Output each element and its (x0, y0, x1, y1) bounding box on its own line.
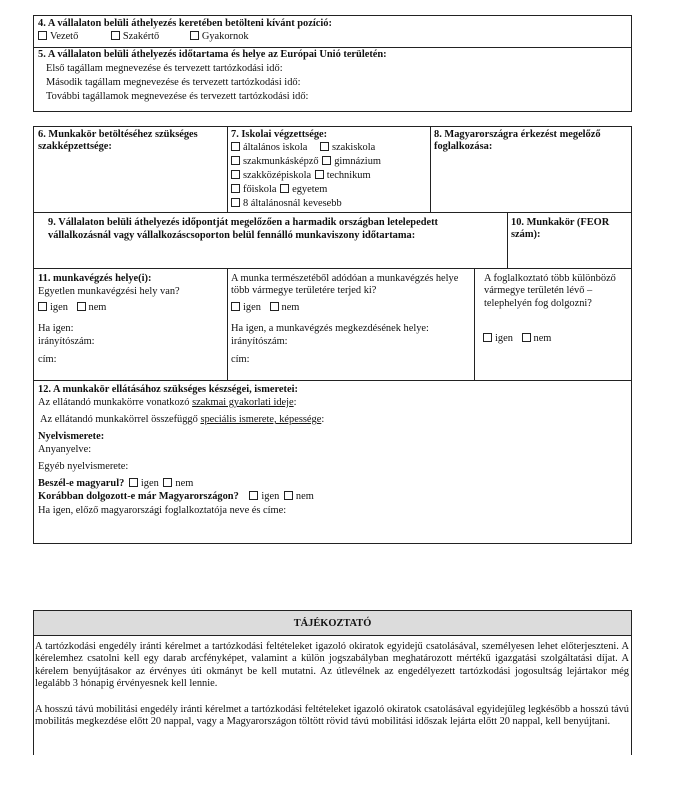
section-6-7-8-box (33, 126, 632, 213)
section-4-5-box (33, 15, 632, 112)
checkbox-technikum[interactable] (315, 170, 324, 179)
s12-native-lang[interactable]: Anyanyelve: (38, 444, 92, 455)
s11-q3-answers: igen nem (483, 333, 551, 345)
divider (430, 127, 431, 212)
info-paragraph-2: A hosszú távú mobilitási engedély iránti kérelmet a tartózkodási feltételeket igazoló okiratok csatolásával egyidejűleg legkésőbb a hosszú távú mobilitás megkezdése előtt 20 nappal, vagy a Magyarországon töltött rövid távú mobilitási időszak lejárta előtt 20 nappal, kell benyújtani. (35, 704, 629, 728)
s7-row-3: szakközépiskola technikum (231, 170, 371, 182)
checkbox-foiskola[interactable] (231, 184, 240, 193)
s11-q1: Egyetlen munkavégzési hely van? (38, 286, 180, 297)
s12-title: 12. A munkakör ellátásához szükséges készségei, ismeretei: (38, 384, 298, 395)
info-title: TÁJÉKOZTATÓ (293, 618, 372, 629)
checkbox-nem[interactable] (284, 491, 293, 500)
section-12-box (33, 381, 632, 544)
s12-other-lang[interactable]: Egyéb nyelvismerete: (38, 461, 129, 472)
s5-row-1[interactable]: Első tagállam megnevezése és tervezett tartózkodási idő: (46, 63, 283, 74)
checkbox-igen[interactable] (38, 302, 47, 311)
s8-title: 8. Magyarországra érkezést megelőző foglalkozása: (434, 129, 601, 153)
s12-lang-title: Nyelvismerete: (38, 431, 105, 442)
option-gyakornok[interactable]: Gyakornok (190, 31, 249, 42)
s7-row-2: szakmunkásképző gimnázium (231, 156, 381, 168)
s12-prev-employer[interactable]: Ha igen, előző magyarországi foglalkoztatója neve és címe: (38, 505, 287, 516)
divider (34, 47, 631, 48)
info-body-box (33, 636, 632, 755)
checkbox-igen[interactable] (231, 302, 240, 311)
checkbox-nem[interactable] (77, 302, 86, 311)
s6-title: 6. Munkakör betöltéséhez szükséges szakképzettsége: (38, 129, 198, 153)
s7-title: 7. Iskolai végzettsége: (231, 129, 328, 140)
s12-experience[interactable]: Az ellátandó munkakörre vonatkozó szakmai gyakorlati ideje: (38, 397, 297, 408)
option-szakerto[interactable]: Szakértő (111, 31, 159, 42)
checkbox-igen[interactable] (483, 333, 492, 342)
checkbox-nem[interactable] (163, 478, 172, 487)
s7-row-5: 8 általánosnál kevesebb (231, 198, 342, 210)
checkbox-vezeto[interactable] (38, 31, 47, 40)
checkbox-szakmunkaskepzo[interactable] (231, 156, 240, 165)
checkbox-szakiskola[interactable] (320, 142, 329, 151)
divider (474, 269, 475, 380)
checkbox-altalanos[interactable] (231, 142, 240, 151)
s4-title: 4. A vállalaton belüli áthelyezés keretében betölteni kívánt pozíció: (38, 18, 332, 29)
section-9-10-box (33, 213, 632, 269)
s7-row-4: főiskola egyetem (231, 184, 327, 196)
divider (507, 213, 508, 268)
s11-zip2[interactable]: irányítószám: (231, 336, 288, 347)
s4-options (38, 31, 249, 43)
s11-q2: A munka természetéből adódóan a munkavégzés helye több vármegye területére terjed ki? (231, 273, 459, 297)
s11-if-yes2: Ha igen, a munkavégzés megkezdésének helye: (231, 323, 429, 334)
s5-row-2[interactable]: Második tagállam megnevezése és tervezett tartózkodási idő: (46, 77, 301, 88)
s11-addr[interactable]: cím: (38, 354, 57, 365)
s5-row-3[interactable]: További tagállamok megnevezése és tervezett tartózkodási idő: (46, 91, 309, 102)
checkbox-igen[interactable] (249, 491, 258, 500)
s7-row-1: általános iskola szakiskola (231, 142, 375, 154)
s5-title: 5. A vállalaton belüli áthelyezés időtartama és helye az Európai Unió területén: (38, 49, 387, 60)
checkbox-nem[interactable] (270, 302, 279, 311)
s11-q3: A foglalkoztató több különböző vármegye területén lévő – telephelyén fog dolgozni? (484, 273, 616, 309)
divider (227, 127, 228, 212)
s11-q2-answers: igen nem (231, 302, 299, 314)
s11-if-yes: Ha igen: (38, 323, 74, 334)
section-11-box (33, 269, 632, 381)
s12-speak-hungarian: Beszél-e magyarul? igen nem (38, 478, 194, 489)
checkbox-szakkozepiskola[interactable] (231, 170, 240, 179)
s11-addr2[interactable]: cím: (231, 354, 250, 365)
checkbox-8-altalanos[interactable] (231, 198, 240, 207)
checkbox-nem[interactable] (522, 333, 531, 342)
s10-title: 10. Munkakör (FEOR szám): (511, 217, 610, 241)
checkbox-igen[interactable] (129, 478, 138, 487)
checkbox-gimnazium[interactable] (322, 156, 331, 165)
checkbox-gyakornok[interactable] (190, 31, 199, 40)
s9-title-1: 9. Vállalaton belüli áthelyezés időpontját megelőzően a harmadik országban letelepedett (48, 217, 439, 228)
s11-q1-answers: igen nem (38, 302, 106, 314)
divider (227, 269, 228, 380)
s12-worked-hungary: Korábban dolgozott-e már Magyarországon? igen nem (38, 491, 314, 502)
s11-title: 11. munkavégzés helye(i): (38, 273, 152, 284)
info-paragraph-1: A tartózkodási engedély iránti kérelmet a tartózkodási feltételeket igazoló okiratok egyidejű csatolásával, személyesen lehet előterjeszteni. A kérelemhez csatolni kell egy darab arcfényképet, valamint a külön jogszabályban meghatározott mértékű igazgatási szolgáltatási díjat. A kérelem benyújtásakor az érvényes úti okmányt be kell mutatni. Az útlevélnek az engedélyezett tartózkodási jogosultság lejártakor még legalább 3 hónapig érvényesnek kell lennie. (35, 641, 629, 689)
s12-special-skills[interactable]: Az ellátandó munkakörrel összefüggő speciális ismerete, képessége: (40, 414, 325, 425)
info-title-box (33, 610, 632, 636)
s11-zip[interactable]: irányítószám: (38, 336, 95, 347)
s9-title-2: vállalkozásnál vagy vállalkozáscsoporton belül fennálló munkaviszony időtartama: (48, 230, 416, 241)
checkbox-szakerto[interactable] (111, 31, 120, 40)
checkbox-egyetem[interactable] (280, 184, 289, 193)
option-vezeto[interactable]: Vezető (38, 31, 78, 42)
